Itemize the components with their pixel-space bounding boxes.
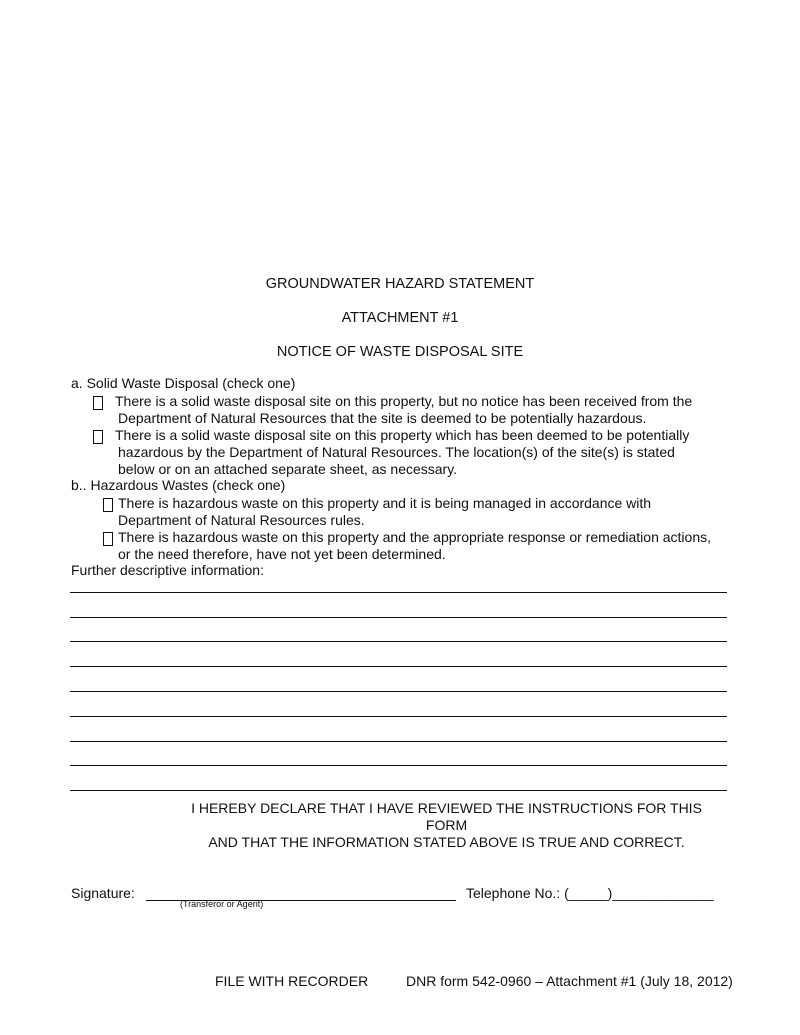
declaration-line1: I HEREBY DECLARE THAT I HAVE REVIEWED THE INSTRUCTIONS FOR THIS	[191, 800, 702, 816]
footer-file-with: FILE WITH RECORDER	[215, 973, 369, 989]
checkbox-b2[interactable]	[103, 532, 113, 546]
option-b2-line2: or the need therefore, have not yet been determined.	[118, 546, 446, 562]
section-b-heading: b.. Hazardous Wastes (check one)	[71, 477, 286, 493]
page-title: GROUNDWATER HAZARD STATEMENT	[265, 276, 535, 292]
option-a1-line1: There is a solid waste disposal site on this property, but no notice has been received from the	[115, 393, 693, 409]
declaration-line3: AND THAT THE INFORMATION STATED ABOVE IS TRUE AND CORRECT.	[208, 834, 685, 850]
writing-line[interactable]	[70, 666, 727, 667]
option-a2-line1: There is a solid waste disposal site on this property which has been deemed to be potentially	[115, 427, 690, 443]
checkbox-a1[interactable]	[93, 396, 103, 410]
option-a2-line2: hazardous by the Department of Natural Resources. The location(s) of the site(s) is stated	[118, 444, 675, 460]
writing-line[interactable]	[70, 691, 727, 692]
option-a1-line2: Department of Natural Resources that the site is deemed to be potentially hazardous.	[118, 410, 647, 426]
option-b2-line1: There is hazardous waste on this property and the appropriate response or remediation actions,	[118, 529, 712, 545]
checkbox-a2[interactable]	[93, 430, 103, 444]
option-b1-line2: Department of Natural Resources rules.	[118, 512, 365, 528]
signature-label: Signature:	[71, 885, 135, 901]
writing-line[interactable]	[70, 790, 727, 791]
section-a-heading: a. Solid Waste Disposal (check one)	[71, 375, 296, 391]
telephone-field[interactable]: Telephone No.: (_____)_____________	[466, 885, 714, 901]
further-info-label: Further descriptive information:	[71, 562, 264, 578]
footer-form-id: DNR form 542-0960 – Attachment #1 (July 18, 2012)	[406, 973, 733, 989]
option-a2-line3: below or on an attached separate sheet, as necessary.	[118, 461, 458, 477]
signature-sublabel: (Transferor or Agent)	[180, 899, 264, 909]
attachment-label: ATTACHMENT #1	[341, 310, 459, 326]
checkbox-b1[interactable]	[103, 498, 113, 512]
page-subtitle: NOTICE OF WASTE DISPOSAL SITE	[276, 344, 524, 360]
writing-line[interactable]	[70, 716, 727, 717]
writing-line[interactable]	[70, 765, 727, 766]
writing-line[interactable]	[70, 641, 727, 642]
writing-line[interactable]	[70, 592, 727, 593]
writing-line[interactable]	[70, 741, 727, 742]
writing-line[interactable]	[70, 617, 727, 618]
option-b1-line1: There is hazardous waste on this property and it is being managed in accordance with	[118, 495, 652, 511]
declaration-line2: FORM	[425, 817, 468, 833]
